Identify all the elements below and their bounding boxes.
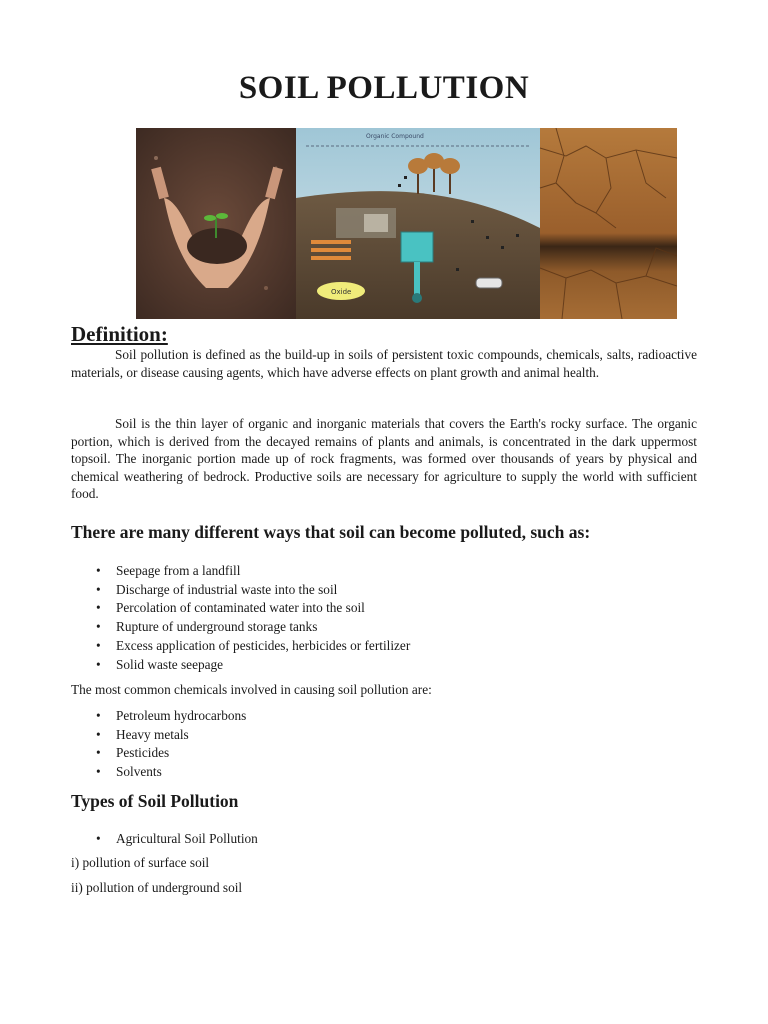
definition-paragraph-2-text: Soil is the thin layer of organic and inorganic materials that covers the Earth's rocky surface. The organic portion, which is derived from the decayed remains of plants and animals, is concentrated in the dark uppermost topsoil. The inorganic portion made up of rock fragments, was formed over thousands of years by physical and chemical weathering of bedrock. Productive soils are necessary for agriculture to supply the world with sufficient food. <box>71 416 697 501</box>
svg-text:Organic Compound: Organic Compound <box>366 133 424 140</box>
definition-paragraph-2 <box>71 415 697 503</box>
list-item: • Rupture of underground storage tanks <box>96 618 410 637</box>
subtype-surface-soil: i) pollution of surface soil <box>71 855 210 870</box>
ways-list <box>96 562 410 674</box>
list-item: • Discharge of industrial waste into the soil <box>96 581 410 600</box>
definition-paragraph-1-text: Soil pollution is defined as the build-up in soils of persistent toxic compounds, chemicals, salts, radioactive materials, or disease causing agents, which have adverse effects on plant growth and animal health. <box>71 347 697 380</box>
list-item: • Petroleum hydrocarbons <box>96 707 246 726</box>
list-item: • Excess application of pesticides, herbicides or fertilizer <box>96 637 410 656</box>
svg-text:Oxide: Oxide <box>331 288 352 296</box>
types-list <box>96 830 258 849</box>
soil-diagram-panel <box>296 128 540 319</box>
list-item: • Agricultural Soil Pollution <box>96 830 258 849</box>
definition-paragraph-1 <box>71 346 697 381</box>
definition-heading: Definition: <box>71 322 168 346</box>
soil-banner-image <box>136 128 677 319</box>
list-item: • Percolation of contaminated water into the soil <box>96 599 410 618</box>
list-item: • Pesticides <box>96 744 246 763</box>
list-item: • Seepage from a landfill <box>96 562 410 581</box>
list-item: • Solid waste seepage <box>96 656 410 675</box>
cracked-soil-panel <box>540 128 677 319</box>
types-heading: Types of Soil Pollution <box>71 791 239 811</box>
list-item: • Solvents <box>96 763 246 782</box>
hands-soil-panel <box>136 128 296 319</box>
chemicals-list <box>96 707 246 782</box>
list-item: • Heavy metals <box>96 726 246 745</box>
chemicals-intro: The most common chemicals involved in causing soil pollution are: <box>71 682 432 697</box>
page-title: SOIL POLLUTION <box>238 70 530 106</box>
subtype-underground-soil: ii) pollution of underground soil <box>71 880 243 895</box>
ways-heading: There are many different ways that soil can become polluted, such as: <box>71 522 591 542</box>
